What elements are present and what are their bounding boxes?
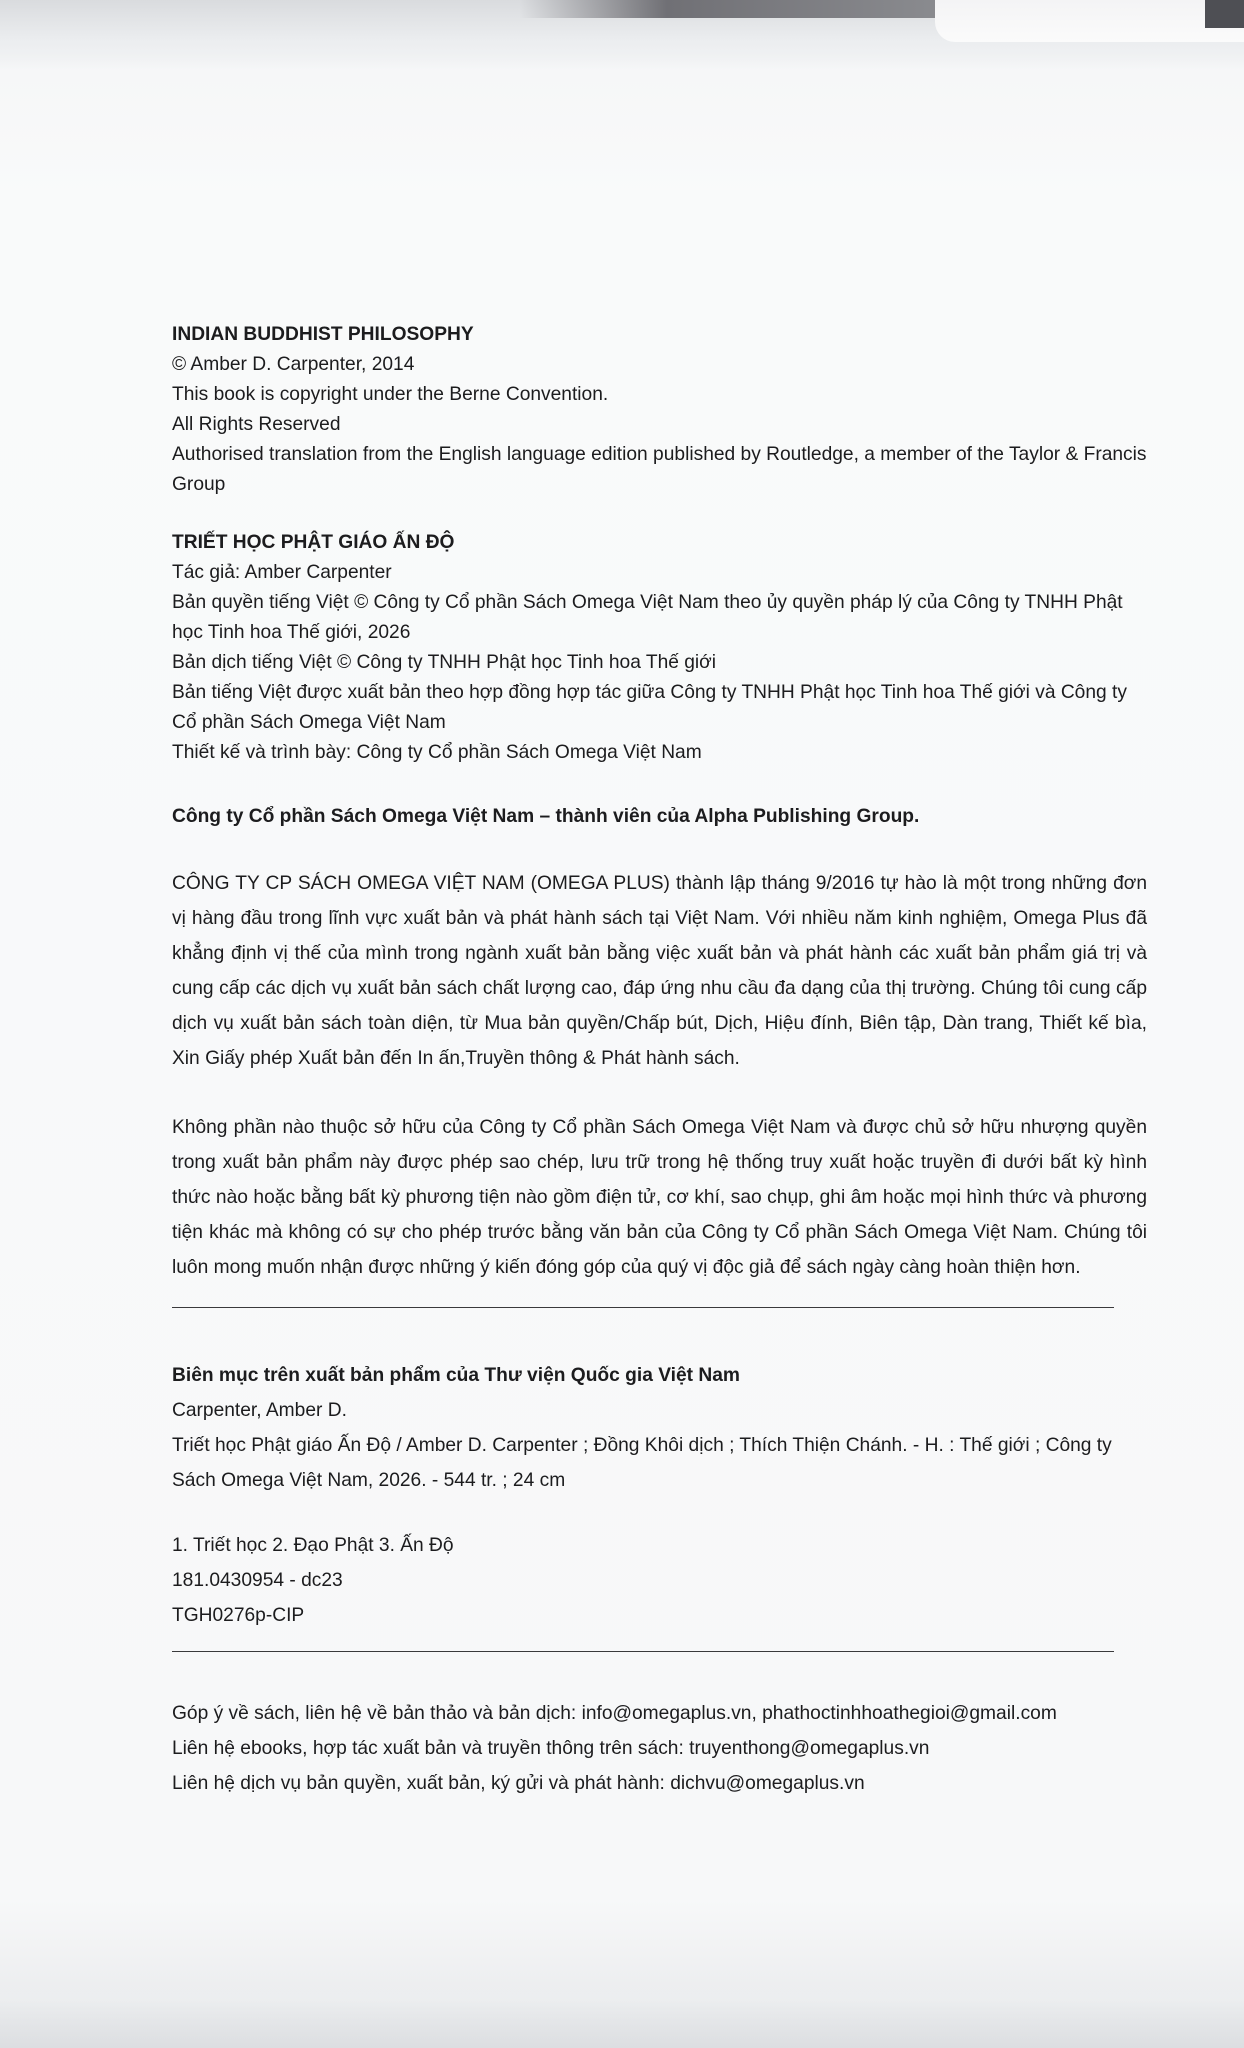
vietnamese-title: TRIẾT HỌC PHẬT GIÁO ẤN ĐỘ (172, 532, 455, 553)
spacer (172, 1285, 1147, 1307)
spacer (172, 1498, 1147, 1528)
edition-line: Bản dịch tiếng Việt © Công ty TNHH Phật học Tinh hoa Thế giới (172, 652, 717, 673)
cip-classification: 181.0430954 - dc23 (172, 1570, 343, 1591)
contact-line: Góp ý về sách, liên hệ về bản thảo và bản dịch: info@omegaplus.vn, phathoctinhhoathegioi@gmail.com (172, 1703, 1057, 1724)
vietnamese-edition-block (172, 528, 1147, 768)
about-company-paragraph: CÔNG TY CP SÁCH OMEGA VIỆT NAM (OMEGA PLUS) thành lập tháng 9/2016 tự hào là một trong những đơn vị hàng đầu trong lĩnh vực xuất bản và phát hành sách tại Việt Nam. Với nhiều năm kinh nghiệm, Omega Plus đã khẳng định vị thế của mình trong ngành xuất bản bằng việc xuất bản và phát hành các xuất bản phẩm giá trị và cung cấp các dịch vụ xuất bản sách chất lượng cao, đáp ứng nhu cầu đa dạng của thị trường. Chúng tôi cung cấp dịch vụ xuất bản sách toàn diện, từ Mua bản quyền/Chấp bút, Dịch, Hiệu đính, Biên tập, Dàn trang, Thiết kế bìa, Xin Giấy phép Xuất bản đến In ấn,Truyền thông & Phát hành sách. (172, 873, 1147, 1069)
spacer (172, 1308, 1147, 1358)
copyright-line: All Rights Reserved (172, 414, 341, 435)
contacts-block (172, 1696, 1147, 1801)
scan-top-right-edge (1205, 0, 1244, 28)
spacer (172, 1652, 1147, 1696)
scan-page-corner (935, 0, 1244, 42)
cip-subjects: 1. Triết học 2. Đạo Phật 3. Ấn Độ (172, 1535, 454, 1556)
contact-line: Liên hệ ebooks, hợp tác xuất bản và truyền thông trên sách: truyenthong@omegaplus.vn (172, 1738, 930, 1759)
cip-record-id: TGH0276p-CIP (172, 1605, 305, 1626)
copyright-line: © Amber D. Carpenter, 2014 (172, 354, 415, 375)
edition-line: Bản tiếng Việt được xuất bản theo hợp đồng hợp tác giữa Công ty TNHH Phật học Tinh hoa Thế giới và Công ty Cổ phần Sách Omega Việt Nam (172, 682, 1127, 733)
scan-bottom-shadow (0, 1968, 1244, 2048)
cip-entry: Triết học Phật giáo Ấn Độ / Amber D. Carpenter ; Đồng Khôi dịch ; Thích Thiện Chánh. - H. : Thế giới ; Công ty Sách Omega Việt Nam, 2026. - 544 tr. ; 24 cm (172, 1435, 1112, 1491)
original-copyright-block (172, 320, 1147, 500)
spacer (172, 768, 1147, 802)
rights-notice-paragraph: Không phần nào thuộc sở hữu của Công ty Cổ phần Sách Omega Việt Nam và được chủ sở hữu nhượng quyền trong xuất bản phẩm này được phép sao chép, lưu trữ trong hệ thống truy xuất hoặc truyền đi dưới bất kỳ hình thức nào hoặc bằng bất kỳ phương tiện nào gồm điện tử, cơ khí, sao chụp, ghi âm hoặc mọi hình thức và phương tiện khác mà không có sự cho phép trước bằng văn bản của Công ty Cổ phần Sách Omega Việt Nam. Chúng tôi luôn mong muốn nhận được những ý kiến đóng góp của quý vị độc giả để sách ngày càng hoàn thiện hơn. (172, 1117, 1147, 1278)
copyright-line: This book is copyright under the Berne Convention. (172, 384, 609, 405)
cip-author: Carpenter, Amber D. (172, 1400, 347, 1421)
edition-line: Tác giả: Amber Carpenter (172, 562, 392, 583)
edition-line: Thiết kế và trình bày: Công ty Cổ phần Sách Omega Việt Nam (172, 742, 702, 763)
edition-line: Bản quyền tiếng Việt © Công ty Cổ phần Sách Omega Việt Nam theo ủy quyền pháp lý của Công ty TNHH Phật học Tinh hoa Thế giới, 2026 (172, 592, 1123, 643)
copyright-line: Authorised translation from the English language edition published by Routledge, a member of the Taylor & Francis Group (172, 444, 1147, 495)
spacer (172, 832, 1147, 866)
scan-top-dark-edge (520, 0, 940, 18)
spacer (172, 1633, 1147, 1651)
publisher-member-note: Công ty Cổ phần Sách Omega Việt Nam – thành viên của Alpha Publishing Group. (172, 806, 920, 827)
cip-heading: Biên mục trên xuất bản phẩm của Thư viện Quốc gia Việt Nam (172, 1365, 740, 1386)
spacer (172, 1076, 1147, 1110)
page-content (172, 320, 1147, 1801)
contact-line: Liên hệ dịch vụ bản quyền, xuất bản, ký gửi và phát hành: dichvu@omegaplus.vn (172, 1773, 865, 1794)
cip-block (172, 1358, 1147, 1633)
original-title: INDIAN BUDDHIST PHILOSOPHY (172, 324, 474, 345)
spacer (172, 500, 1147, 528)
